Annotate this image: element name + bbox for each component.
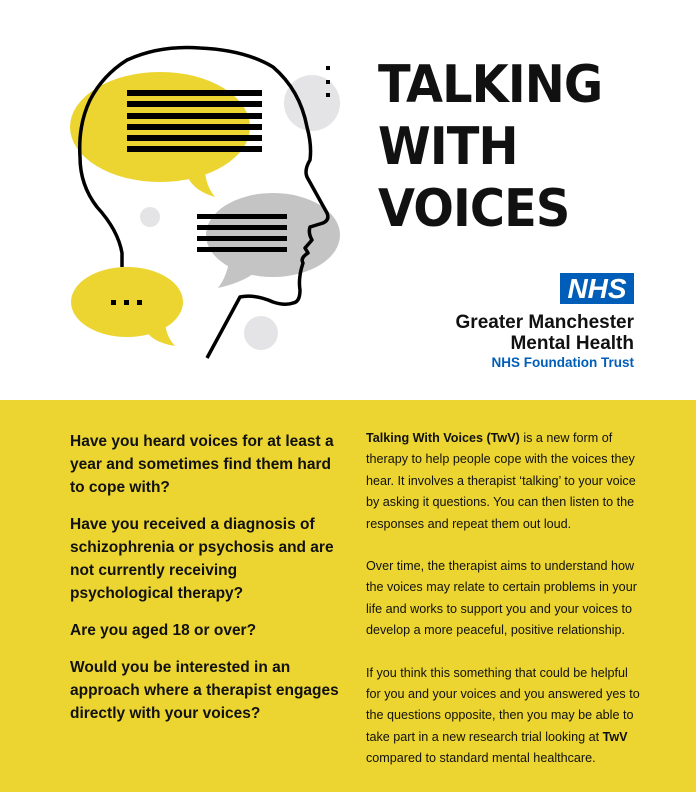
grey-circle — [140, 207, 160, 227]
title-line: TALKING — [378, 55, 603, 115]
text: is a new form of therapy to help people cope with the voices they hear. It involves a therapist ‘talking’ to your voice by asking it questions. You can then listen to the responses and repeat them out loud. — [366, 431, 636, 531]
page-title — [378, 54, 626, 240]
paragraph — [366, 663, 646, 770]
question: Are you aged 18 or over? — [70, 622, 257, 639]
question: Have you received a diagnosis of schizophrenia or psychosis and are not currently receiving psychological therapy? — [70, 516, 334, 602]
bold-term: TwV — [602, 729, 628, 744]
bold-term: Talking With Voices (TwV) — [366, 431, 520, 445]
head-with-voices-illustration — [0, 0, 400, 400]
title-line: VOICES — [378, 179, 570, 239]
grey-circle — [244, 316, 278, 350]
question: Have you heard voices for at least a year and sometimes find them hard to cope with? — [70, 433, 334, 496]
org-subtitle: NHS Foundation Trust — [491, 355, 634, 370]
org-line: Mental Health — [510, 333, 634, 354]
nhs-logo: NHS — [560, 273, 634, 304]
question: Would you be interested in an approach where a therapist engages directly with your voices? — [70, 659, 339, 722]
eligibility-questions — [70, 430, 340, 739]
paragraph: Over time, the therapist aims to understand how the voices may relate to certain problems in your life and works to support you and your voices to develop a more peaceful, positive relationship. — [366, 559, 637, 638]
organisation-name — [456, 312, 634, 371]
paragraph — [366, 428, 646, 535]
yellow-speech-bubble-small — [71, 267, 183, 346]
grey-circle — [284, 75, 340, 131]
description-text — [366, 428, 646, 791]
yellow-speech-bubble-large — [70, 72, 262, 197]
text: compared to standard mental healthcare. — [366, 751, 596, 766]
grey-speech-bubble — [197, 193, 340, 288]
org-line: Greater Manchester — [455, 312, 634, 333]
text: If you think this something that could be helpful for you and your voices and you answered yes to the questions opposite, then you may be able to take part in a new research trial looking at — [366, 665, 640, 744]
title-line: WITH — [378, 117, 518, 177]
